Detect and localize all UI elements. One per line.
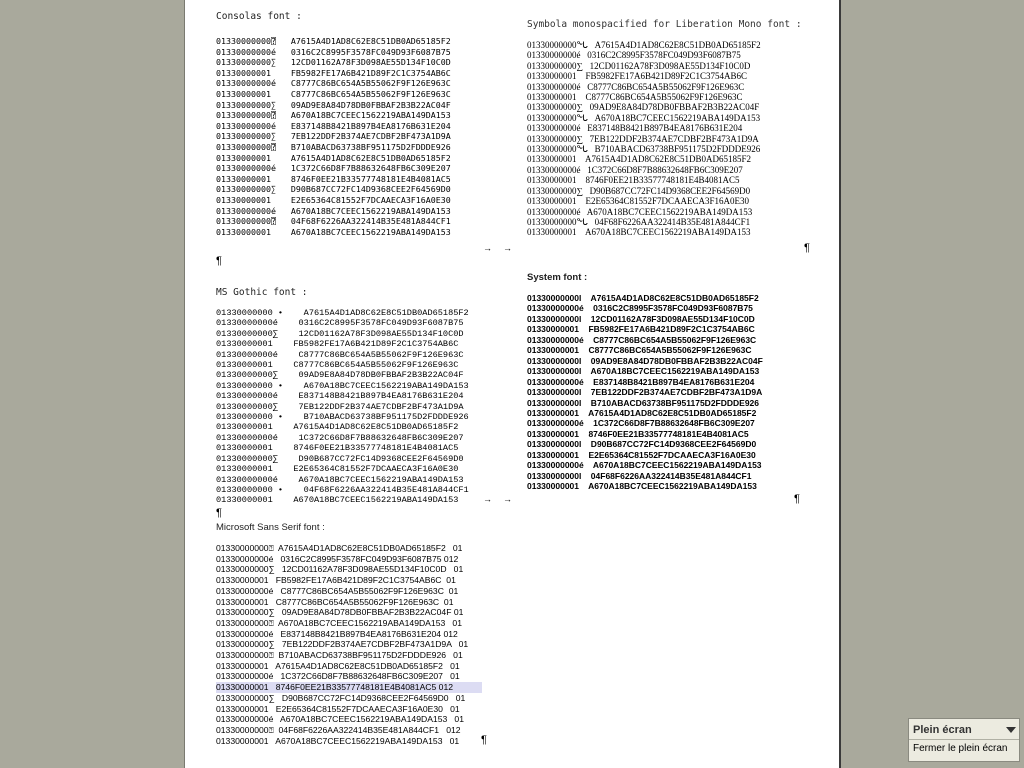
data-row: 01330000000é C8777C86BC654A5B55062F9F126E963C <box>216 78 451 89</box>
data-row: 01330000000∑ 09AD9E8A84D78DB0FBBAF2B3B22AC04F <box>527 102 760 113</box>
data-row: 01330000000∑ D90B687CC72FC14D9368CEE2F64569D0 <box>216 184 451 195</box>
data-row: 01330000000∑ 12CD01162A78F3D098AE55D134F10C0D <box>216 57 451 68</box>
data-row: 01330000000⍰ 04F68F6226AA322414B35E481A844CF1 012 <box>216 724 461 735</box>
data-row: 01330000000⍰ A670A18BC7CEEC1562219ABA149DA153 01 <box>216 617 462 628</box>
data-row: 01330000000é 1C372C66D8F7B88632648FB6C309E207 <box>216 163 451 174</box>
data-row: 01330000000é A670A18BC7CEEC1562219ABA149DA153 <box>527 460 762 471</box>
data-row: 01330000000ᖓ A670A18BC7CEEC1562219ABA149DA153 <box>527 112 761 123</box>
data-row: 01330000000é E837148B8421B897B4EA8176B631E204 <box>216 120 451 131</box>
data-row: 01330000001 E2E65364C81552F7DCAAECA3F16A0E30 <box>216 464 459 475</box>
pilcrow-mark: ¶ <box>804 242 810 254</box>
close-fullscreen-button[interactable]: Fermer le plein écran <box>913 743 1008 754</box>
data-row: 01330000000é 0316C2C8995F3578FC049D93F6087B75 <box>216 46 451 57</box>
data-row: 01330000000é C8777C86BC654A5B55062F9F126E963C 01 <box>216 585 459 596</box>
data-row: 01330000001 C8777C86BC654A5B55062F9F126E963C <box>527 345 752 356</box>
sans-serif-section <box>216 521 482 746</box>
data-row: 01330000001 C8777C86BC654A5B55062F9F126E963C 01 <box>216 596 454 607</box>
data-row: 01330000000∑ 12CD01162A78F3D098AE55D134F10C0D <box>216 328 464 339</box>
data-row: 01330000000⍰ A7615A4D1AD8C62E8C51DB0AD65185F2 01 <box>216 543 463 553</box>
data-row: 01330000001 8746F0EE21B33577748181E4B4081AC5 <box>216 443 459 454</box>
data-row: 01330000001 E2E65364C81552F7DCAAECA3F16A0E30 <box>216 194 451 205</box>
data-row: 01330000000é A670A18BC7CEEC1562219ABA149DA153 <box>216 205 451 216</box>
data-row: 01330000000é 1C372C66D8F7B88632648FB6C309E207 <box>216 432 464 443</box>
tab-arrow-icon: → <box>483 494 492 504</box>
data-row: 01330000000 • B710ABACD63738BF951175D2FDDDE926 <box>216 412 469 423</box>
data-row: 01330000001 A670A18BC7CEEC1562219ABA149DA153 <box>527 481 757 492</box>
data-row: 01330000000l 09AD9E8A84D78DB0FBBAF2B3B22AC04F <box>527 355 763 366</box>
data-row: 01330000000∑ 09AD9E8A84D78DB0FBBAF2B3B22AC04F <box>216 99 451 110</box>
data-row: 01330000001 A670A18BC7CEEC1562219ABA149DA153 <box>216 226 451 237</box>
data-row: 01330000000l B710ABACD63738BF951175D2FDDDE926 <box>527 397 760 408</box>
data-row: 01330000000∑ 09AD9E8A84D78DB0FBBAF2B3B22AC04F <box>216 370 464 381</box>
section-title: System font : <box>527 272 588 283</box>
data-row: 01330000001 E2E65364C81552F7DCAAECA3F16A0E30 01 <box>216 703 460 714</box>
data-row: 01330000001 8746F0EE21B33577748181E4B4081AC5 012 <box>216 682 482 693</box>
data-row: 01330000000 • 04F68F6226AA322414B35E481A844CF1 <box>216 484 469 495</box>
data-row: 01330000000l 04F68F6226AA322414B35E481A844CF1 <box>527 470 752 481</box>
document-page <box>184 0 841 768</box>
data-row: 01330000000é E837148B8421B897B4EA8176B631E204 <box>527 376 755 387</box>
data-row: 01330000001 A7615A4D1AD8C62E8C51DB0AD65185F2 01 <box>216 660 460 671</box>
data-row: 01330000000l A670A18BC7CEEC1562219ABA149DA153 <box>527 366 760 377</box>
data-row: 01330000001 FB5982FE17A6B421D89F2C1C3754AB6C <box>527 324 755 335</box>
pilcrow-mark: ¶ <box>481 734 487 746</box>
symbola-section <box>527 18 817 238</box>
symbola-rows <box>527 40 817 238</box>
data-row: 01330000000é 0316C2C8995F3578FC049D93F6087B75 <box>527 50 741 61</box>
data-row: 01330000000∑ 12CD01162A78F3D098AE55D134F10C0D 01 <box>216 564 464 575</box>
data-row: 01330000001 E2E65364C81552F7DCAAECA3F16A0E30 <box>527 196 750 207</box>
data-row: 01330000000⍰ B710ABACD63738BF951175D2FDDDE926 01 <box>216 650 463 661</box>
data-row: 01330000000é 1C372C66D8F7B88632648FB6C309E207 <box>527 164 743 175</box>
consolas-section <box>216 10 482 237</box>
chevron-down-icon[interactable] <box>1006 727 1016 733</box>
data-row: 01330000001 A7615A4D1AD8C62E8C51DB0AD65185F2 <box>527 407 757 418</box>
pilcrow-mark: ¶ <box>794 493 800 505</box>
data-row: 01330000001 A7615A4D1AD8C62E8C51DB0AD65185F2 <box>527 154 752 165</box>
data-row: 01330000000⍰ 04F68F6226AA322414B35E481A844CF1 <box>216 216 451 227</box>
sans-serif-rows <box>216 543 482 746</box>
data-row: 01330000000é E837148B8421B897B4EA8176B631E204 <box>527 123 743 134</box>
data-row: 01330000000é A670A18BC7CEEC1562219ABA149DA153 <box>527 206 753 217</box>
data-row: 01330000000∑ D90B687CC72FC14D9368CEE2F64569D0 <box>527 185 751 196</box>
data-row: 01330000001 FB5982FE17A6B421D89F2C1C3754AB6C <box>527 71 748 82</box>
pilcrow-mark: ¶ <box>216 255 222 267</box>
data-row: 01330000000l 12CD01162A78F3D098AE55D134F10C0D <box>527 313 755 324</box>
data-row: 01330000000é 0316C2C8995F3578FC049D93F6087B75 012 <box>216 553 459 564</box>
data-row: 01330000001 A7615A4D1AD8C62E8C51DB0AD65185F2 <box>216 422 459 433</box>
data-row: 01330000000é 0316C2C8995F3578FC049D93F6087B75 <box>216 318 464 329</box>
consolas-rows <box>216 36 482 237</box>
gothic-section <box>216 286 482 506</box>
data-row: 01330000001 8746F0EE21B33577748181E4B4081AC5 <box>216 173 451 184</box>
data-row: 01330000000ᖓ B710ABACD63738BF951175D2FDDDE926 <box>527 144 761 155</box>
section-title: Microsoft Sans Serif font : <box>216 522 325 533</box>
tab-arrow-icon: → <box>503 494 512 504</box>
data-row: 01330000001 C8777C86BC654A5B55062F9F126E963C <box>527 92 743 103</box>
data-row: 01330000000l 7EB122DDF2B374AE7CDBF2BF473A1D9A <box>527 387 763 398</box>
data-row: 01330000001 E2E65364C81552F7DCAAECA3F16A0E30 <box>527 449 756 460</box>
data-row: 01330000000∑ 12CD01162A78F3D098AE55D134F10C0D <box>527 60 751 71</box>
data-row: 01330000000⍰ A7615A4D1AD8C62E8C51DB0AD65185F2 <box>216 36 451 46</box>
data-row: 01330000000⍰ B710ABACD63738BF951175D2FDDDE926 <box>216 141 451 152</box>
data-row: 01330000000é 0316C2C8995F3578FC049D93F6087B75 <box>527 303 753 314</box>
data-row: 01330000001 FB5982FE17A6B421D89F2C1C3754AB6C 01 <box>216 575 456 586</box>
data-row: 01330000000ᖓ A7615A4D1AD8C62E8C51DB0AD65185F2 <box>527 40 761 50</box>
data-row: 01330000000∑ D90B687CC72FC14D9368CEE2F64569D0 01 <box>216 692 466 703</box>
data-row: 01330000001 A670A18BC7CEEC1562219ABA149DA153 <box>527 227 751 238</box>
system-rows <box>527 293 802 492</box>
fullscreen-header[interactable] <box>909 719 1019 740</box>
section-title: Symbola monospacified for Liberation Mono font : <box>527 19 802 30</box>
data-row: 01330000001 A7615A4D1AD8C62E8C51DB0AD65185F2 <box>216 152 451 163</box>
data-row: 01330000000l A7615A4D1AD8C62E8C51DB0AD65185F2 <box>527 293 759 303</box>
data-row: 01330000000é E837148B8421B897B4EA8176B631E204 012 <box>216 628 458 639</box>
pilcrow-mark: ¶ <box>216 507 222 519</box>
data-row: 01330000000é C8777C86BC654A5B55062F9F126E963C <box>527 81 745 92</box>
gothic-rows <box>216 308 482 506</box>
data-row: 01330000000⍰ A670A18BC7CEEC1562219ABA149DA153 <box>216 110 451 121</box>
data-row: 01330000000∑ 7EB122DDF2B374AE7CDBF2BF473A1D9A <box>216 401 464 412</box>
data-row: 01330000000é 1C372C66D8F7B88632648FB6C309E207 <box>527 418 755 429</box>
data-row: 01330000000é A670A18BC7CEEC1562219ABA149DA153 <box>216 474 464 485</box>
data-row: 01330000000 • A670A18BC7CEEC1562219ABA149DA153 <box>216 380 469 391</box>
data-row: 01330000001 A670A18BC7CEEC1562219ABA149DA153 <box>216 495 459 506</box>
data-row: 01330000000é E837148B8421B897B4EA8176B631E204 <box>216 391 464 402</box>
data-row: 01330000000∑ 7EB122DDF2B374AE7CDBF2BF473A1D9A <box>216 131 451 142</box>
data-row: 01330000001 8746F0EE21B33577748181E4B4081AC5 <box>527 428 749 439</box>
data-row: 01330000000é A670A18BC7CEEC1562219ABA149DA153 01 <box>216 714 464 725</box>
data-row: 01330000000 • A7615A4D1AD8C62E8C51DB0AD65185F2 <box>216 308 469 318</box>
data-row: 01330000000∑ 09AD9E8A84D78DB0FBBAF2B3B22AC04F 01 <box>216 607 464 618</box>
data-row: 01330000000é C8777C86BC654A5B55062F9F126E963C <box>527 334 757 345</box>
tab-arrow-icon: → <box>483 243 492 253</box>
data-row: 01330000001 A670A18BC7CEEC1562219ABA149DA153 01 <box>216 735 460 746</box>
data-row: 01330000000ᖓ 04F68F6226AA322414B35E481A844CF1 <box>527 216 751 227</box>
data-row: 01330000000∑ 7EB122DDF2B374AE7CDBF2BF473A1D9A <box>527 133 759 144</box>
data-row: 01330000000∑ 7EB122DDF2B374AE7CDBF2BF473A1D9A 01 <box>216 639 469 650</box>
tab-arrow-icon: → <box>503 243 512 253</box>
data-row: 01330000000∑ D90B687CC72FC14D9368CEE2F64569D0 <box>216 453 464 464</box>
data-row: 01330000001 C8777C86BC654A5B55062F9F126E963C <box>216 88 451 99</box>
data-row: 01330000001 FB5982FE17A6B421D89F2C1C3754AB6C <box>216 339 459 350</box>
data-row: 01330000000l D90B687CC72FC14D9368CEE2F64569D0 <box>527 439 757 450</box>
fullscreen-toolbar <box>908 718 1020 762</box>
fullscreen-title: Plein écran <box>913 724 972 736</box>
data-row: 01330000000é C8777C86BC654A5B55062F9F126E963C <box>216 349 464 360</box>
data-row: 01330000000é 1C372C66D8F7B88632648FB6C309E207 01 <box>216 671 460 682</box>
data-row: 01330000001 8746F0EE21B33577748181E4B4081AC5 <box>527 175 740 186</box>
system-section <box>527 271 802 492</box>
section-title: Consolas font : <box>216 11 302 22</box>
section-title: MS Gothic font : <box>216 287 308 298</box>
data-row: 01330000001 FB5982FE17A6B421D89F2C1C3754AB6C <box>216 67 451 78</box>
data-row: 01330000001 C8777C86BC654A5B55062F9F126E963C <box>216 360 459 371</box>
